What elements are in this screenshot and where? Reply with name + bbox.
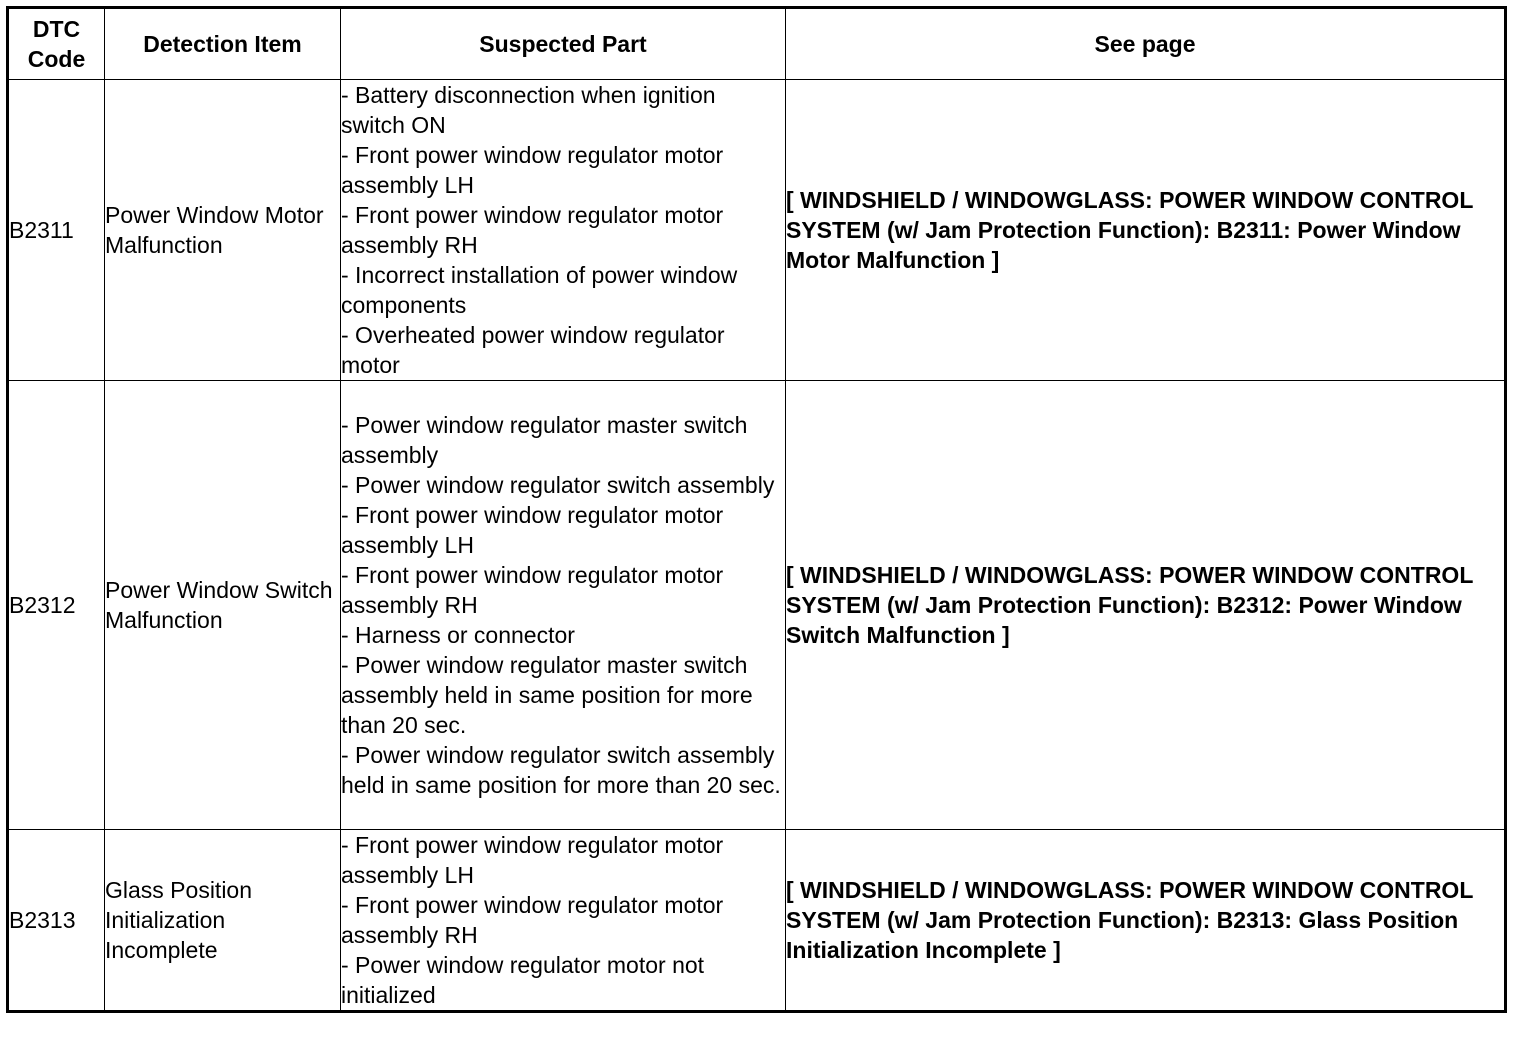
header-detection-item: Detection Item <box>105 8 341 80</box>
table-row <box>8 80 1506 381</box>
detection-item-cell: Power Window Switch Malfunction <box>105 381 341 830</box>
suspected-part-line: - Front power window regulator motor assembly RH <box>341 892 724 948</box>
suspected-part-line: - Battery disconnection when ignition switch ON <box>341 82 716 138</box>
dtc-code-cell: B2313 <box>8 830 105 1012</box>
header-see-page: See page <box>786 8 1506 80</box>
see-page-link[interactable]: [ WINDSHIELD / WINDOWGLASS: POWER WINDOW CONTROL SYSTEM (w/ Jam Protection Function): B2313: Glass Position Initialization Incomplete ] <box>786 830 1506 1012</box>
suspected-part-line: - Power window regulator switch assembly <box>341 472 775 498</box>
table-row <box>8 830 1506 1012</box>
suspected-part-line: - Front power window regulator motor assembly LH <box>341 502 724 558</box>
table-row <box>8 381 1506 830</box>
dtc-table <box>6 6 1507 1013</box>
see-page-link[interactable]: [ WINDSHIELD / WINDOWGLASS: POWER WINDOW CONTROL SYSTEM (w/ Jam Protection Function): B2311: Power Window Motor Malfunction ] <box>786 80 1506 381</box>
dtc-code-cell: B2311 <box>8 80 105 381</box>
dtc-code-cell: B2312 <box>8 381 105 830</box>
suspected-part-cell <box>341 381 786 830</box>
suspected-part-line: - Overheated power window regulator motor <box>341 322 725 378</box>
header-suspected-part: Suspected Part <box>341 8 786 80</box>
suspected-part-line: - Incorrect installation of power window components <box>341 262 738 318</box>
suspected-part-cell <box>341 830 786 1012</box>
suspected-part-line: - Front power window regulator motor assembly LH <box>341 142 724 198</box>
suspected-part-line: - Power window regulator master switch assembly <box>341 412 748 468</box>
suspected-part-line: - Harness or connector <box>341 622 575 648</box>
suspected-part-line: - Power window regulator switch assembly held in same position for more than 20 sec. <box>341 742 781 798</box>
suspected-part-line: - Front power window regulator motor assembly RH <box>341 202 724 258</box>
header-dtc-code: DTC Code <box>8 8 105 80</box>
suspected-part-line: - Power window regulator motor not initialized <box>341 952 705 1008</box>
detection-item-cell: Power Window Motor Malfunction <box>105 80 341 381</box>
see-page-link[interactable]: [ WINDSHIELD / WINDOWGLASS: POWER WINDOW CONTROL SYSTEM (w/ Jam Protection Function): B2312: Power Window Switch Malfunction ] <box>786 381 1506 830</box>
suspected-part-line: - Front power window regulator motor assembly RH <box>341 562 724 618</box>
suspected-part-cell <box>341 80 786 381</box>
header-row <box>8 8 1506 80</box>
detection-item-cell: Glass Position Initialization Incomplete <box>105 830 341 1012</box>
suspected-part-line: - Front power window regulator motor assembly LH <box>341 832 724 888</box>
suspected-part-line: - Power window regulator master switch assembly held in same position for more than 20 sec. <box>341 652 753 738</box>
